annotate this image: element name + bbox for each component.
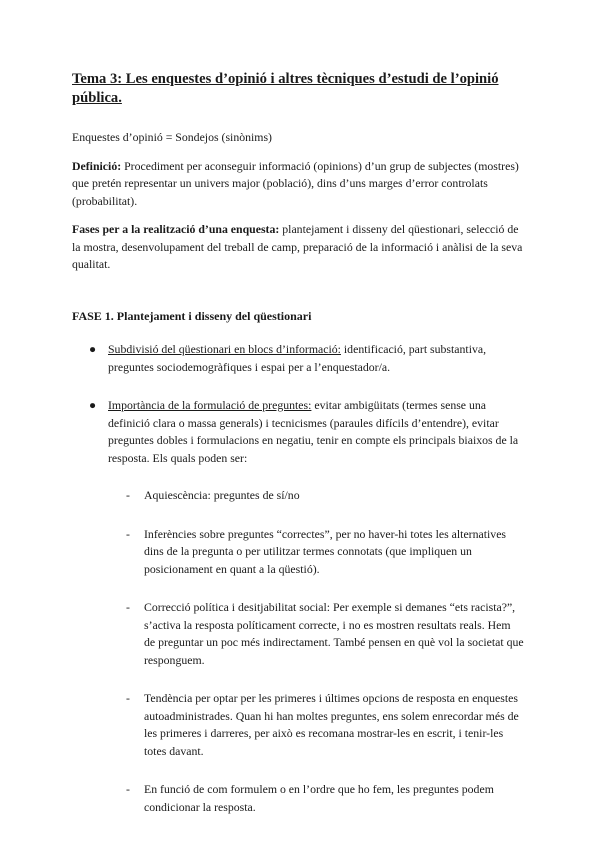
dash-marker: - bbox=[126, 526, 130, 541]
phases-label: Fases per a la realització d’una enquesta: bbox=[72, 222, 280, 236]
phases-paragraph bbox=[72, 221, 524, 274]
bias-text: Inferències sobre preguntes “correctes”, per no haver-hi totes les alternatives dins de la pregunta o per utilitzar termes connotats (que impliquen un posicionament en quant a la qüestió). bbox=[144, 526, 507, 576]
bullet-marker: ● bbox=[89, 398, 97, 412]
dash-marker: - bbox=[126, 600, 130, 614]
bias-text: En funció de com formulem o en l’ordre que ho fem, les preguntes podem condicionar la resposta. bbox=[144, 782, 494, 814]
bias-text: Tendència per optar per les primeres i últimes opcions de resposta en enquestes autoadministrades. Quan hi han moltes preguntes, ens solem enrecordar més de les primeres i darreres, per això es recomana mostrar-les en escrit, i tenir-les totes davant. bbox=[144, 691, 519, 758]
bias-item bbox=[108, 487, 524, 505]
definition-text: Procediment per aconseguir informació (opinions) d’un grup de subjectes (mostres) que pretén representar un univers major (població), dins d’uns marges d’error controlats (probabilitat). bbox=[72, 158, 519, 208]
bullet-list bbox=[72, 341, 524, 816]
bullet-text: identificació, part substantiva, preguntes sociodemogràfiques i espai per a l’enquestador/a. bbox=[108, 342, 487, 374]
dash-marker: - bbox=[126, 782, 130, 796]
bullet-text: evitar ambigüitats (termes sense una definició clara o massa generals) i tecnicismes (paraules difícils d’entendre), evitar preguntes dobles i formulacions en negatiu, tenir en compte els principals biaixos de la resposta. Els quals poden ser: bbox=[108, 398, 519, 465]
document-body bbox=[72, 70, 524, 837]
dash-marker: - bbox=[126, 691, 130, 705]
phase1-heading: FASE 1. Plantejament i disseny del qüestionari bbox=[72, 308, 312, 323]
document-title: Tema 3: Les enquestes d’opinió i altres tècniques d’estudi de l’opinió pública. bbox=[72, 71, 499, 106]
bullet-item-blocks bbox=[72, 341, 524, 376]
bullet-marker: ● bbox=[89, 342, 97, 356]
phases-text: plantejament i disseny del qüestionari, selecció de la mostra, desenvolupament del treball de camp, preparació de la informació i anàlisi de la seva qualitat. bbox=[72, 222, 523, 271]
synonyms-line: Enquestes d’opinió = Sondejos (sinònims) bbox=[72, 130, 272, 144]
definition-label: Definició: bbox=[72, 158, 122, 173]
bias-text: Aquiescència: preguntes de sí/no bbox=[144, 488, 300, 502]
bias-item bbox=[108, 599, 524, 669]
bullet-lead: Importància de la formulació de preguntes: bbox=[108, 398, 312, 412]
definition-paragraph bbox=[72, 158, 524, 211]
bias-item bbox=[108, 781, 524, 816]
bias-item bbox=[108, 526, 524, 579]
dash-marker: - bbox=[126, 488, 130, 502]
bias-list bbox=[108, 487, 524, 816]
bias-text: Correcció política i desitjabilitat social: Per exemple si demanes “ets racista?”, s’activa la resposta políticament correcte, i no es mostren resultats reals. Hem de preguntar un poc més indirectament. També pensen en què vol la societat que responguem. bbox=[144, 600, 524, 667]
bullet-item-formulation bbox=[72, 397, 524, 816]
bullet-lead: Subdivisió del qüestionari en blocs d’informació: bbox=[108, 342, 341, 356]
bias-item bbox=[108, 690, 524, 760]
